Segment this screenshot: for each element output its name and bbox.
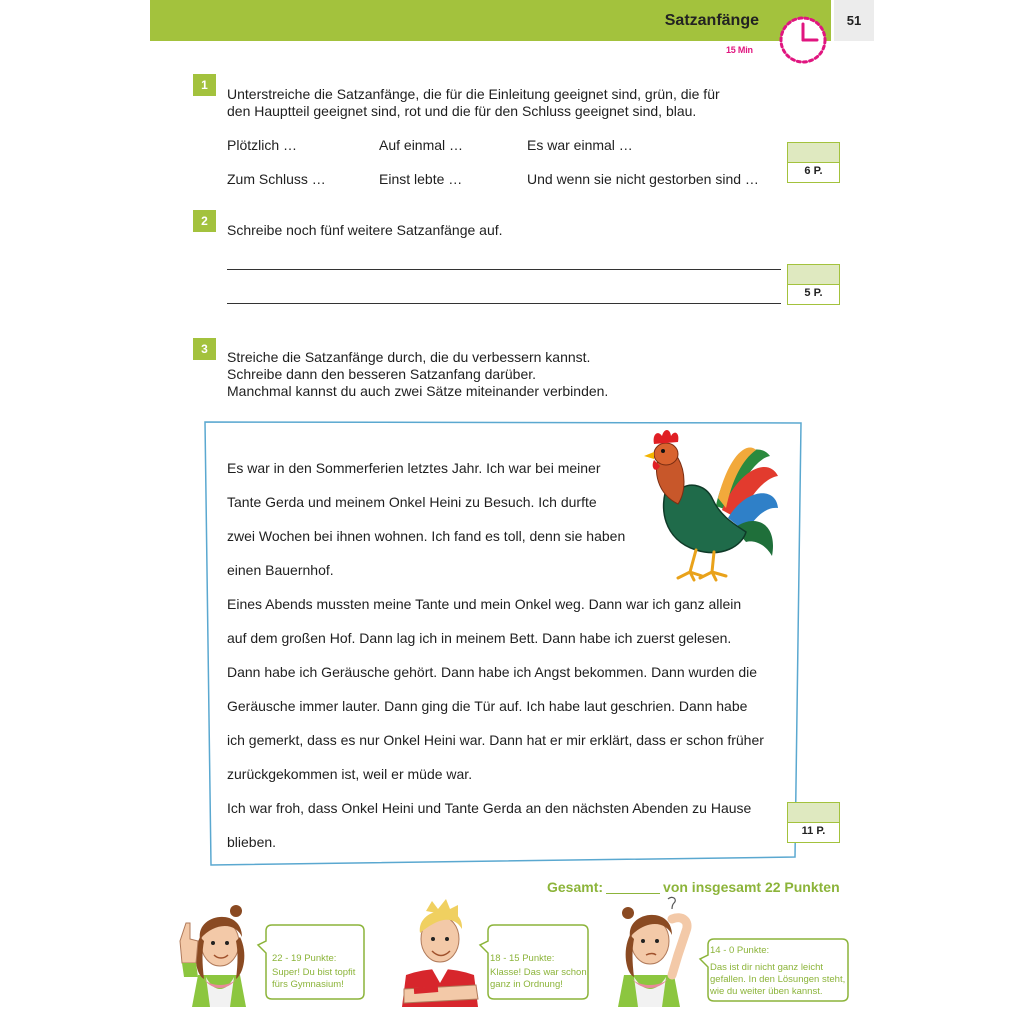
story-line: blieben. <box>227 834 277 850</box>
girl-thumbs-up-illustration <box>176 893 268 1007</box>
score-points-label: 5 P. <box>804 287 823 299</box>
rooster-illustration <box>638 428 784 582</box>
task-3-number: 3 <box>193 338 216 360</box>
task-1-instruction-line-2: den Hauptteil geeignet sind, rot und die für den Schluss geeignet sind, blau. <box>227 103 697 119</box>
clock-icon <box>776 14 830 66</box>
story-line: Es war in den Sommerferien letztes Jahr. Ich war bei meiner <box>227 460 601 476</box>
feedback-2-line-2: ganz in Ordnung! <box>490 979 563 990</box>
task-2-number: 2 <box>193 210 216 232</box>
task-3-instruction-line-1: Streiche die Satzanfänge durch, die du verbessern kannst. <box>227 349 591 365</box>
score-points-label: 11 P. <box>801 825 826 837</box>
feedback-3-range: 14 - 0 Punkte: <box>710 945 770 956</box>
writing-line[interactable] <box>227 269 781 270</box>
story-line: zurückgekommen ist, weil er müde war. <box>227 766 473 782</box>
task-2-instruction: Schreibe noch fünf weitere Satzanfänge auf. <box>227 222 503 238</box>
sentence-start-option[interactable]: Einst lebte … <box>379 171 463 187</box>
story-line: auf dem großen Hof. Dann lag ich in meinem Bett. Dann habe ich zuerst gelesen. <box>227 630 732 646</box>
story-line: zwei Wochen bei ihnen wohnen. Ich fand es toll, denn sie haben <box>227 528 626 544</box>
story-line: ich gemerkt, dass es nur Onkel Heini war. Dann hat er mir erklärt, dass er schon früher <box>227 732 764 748</box>
story-line: Eines Abends mussten meine Tante und mein Onkel weg. Dann war ich ganz allein <box>227 596 742 612</box>
total-suffix: von insgesamt 22 Punkten <box>663 879 840 895</box>
sentence-start-option[interactable]: Zum Schluss … <box>227 171 326 187</box>
total-label: Gesamt: <box>547 879 604 895</box>
feedback-3-line-1: Das ist dir nicht ganz leicht <box>710 962 823 973</box>
story-line: Dann habe ich Geräusche gehört. Dann habe ich Angst bekommen. Dann wurden die <box>227 664 758 680</box>
story-line: Ich war froh, dass Onkel Heini und Tante Gerda an den nächsten Abenden zu Hause <box>227 800 752 816</box>
writing-line[interactable] <box>227 303 781 304</box>
page-title: Satzanfänge <box>664 12 759 29</box>
page-number: 51 <box>846 13 862 28</box>
task-1-number: 1 <box>193 74 216 96</box>
story-line: einen Bauernhof. <box>227 562 334 578</box>
total-score-blank[interactable] <box>606 893 660 894</box>
task-3-instruction-line-2: Schreibe dann den besseren Satzanfang darüber. <box>227 366 537 382</box>
feedback-3-line-3: wie du weiter üben kannst. <box>710 986 823 997</box>
feedback-3-line-2: gefallen. In den Lösungen steht, <box>710 974 846 985</box>
score-entry-field[interactable] <box>788 143 839 163</box>
sentence-start-option[interactable]: Es war einmal … <box>527 137 633 153</box>
boy-arms-crossed-illustration <box>398 899 482 1007</box>
score-box-task-2[interactable] <box>787 264 840 305</box>
feedback-2-range: 18 - 15 Punkte: <box>490 953 555 964</box>
score-points-label: 6 P. <box>804 165 823 177</box>
score-box-task-3[interactable] <box>787 802 840 843</box>
sentence-start-option[interactable]: Auf einmal … <box>379 137 464 153</box>
feedback-1-line-1: Super! Du bist topfit <box>272 967 356 978</box>
task-1-instruction-line-1: Unterstreiche die Satzanfänge, die für die Einleitung geeignet sind, grün, die für <box>227 86 720 102</box>
time-label: 15 Min <box>726 45 753 55</box>
task-3-instruction-line-3: Manchmal kannst du auch zwei Sätze miteinander verbinden. <box>227 383 609 399</box>
story-line: Geräusche immer lauter. Dann ging die Tür auf. Ich habe laut geschrien. Dann habe <box>227 698 748 714</box>
sentence-start-option[interactable]: Und wenn sie nicht gestorben sind … <box>527 171 759 187</box>
score-entry-field[interactable] <box>788 265 839 285</box>
feedback-1-line-2: fürs Gymnasium! <box>272 979 344 990</box>
total-score-line <box>547 879 840 895</box>
girl-thinking-illustration <box>606 895 702 1007</box>
sentence-start-option[interactable]: Plötzlich … <box>227 137 298 153</box>
story-line: Tante Gerda und meinem Onkel Heini zu Besuch. Ich durfte <box>227 494 597 510</box>
score-entry-field[interactable] <box>788 803 839 823</box>
feedback-2-line-1: Klasse! Das war schon <box>490 967 587 978</box>
feedback-1-range: 22 - 19 Punkte: <box>272 953 337 964</box>
score-box-task-1[interactable] <box>787 142 840 183</box>
